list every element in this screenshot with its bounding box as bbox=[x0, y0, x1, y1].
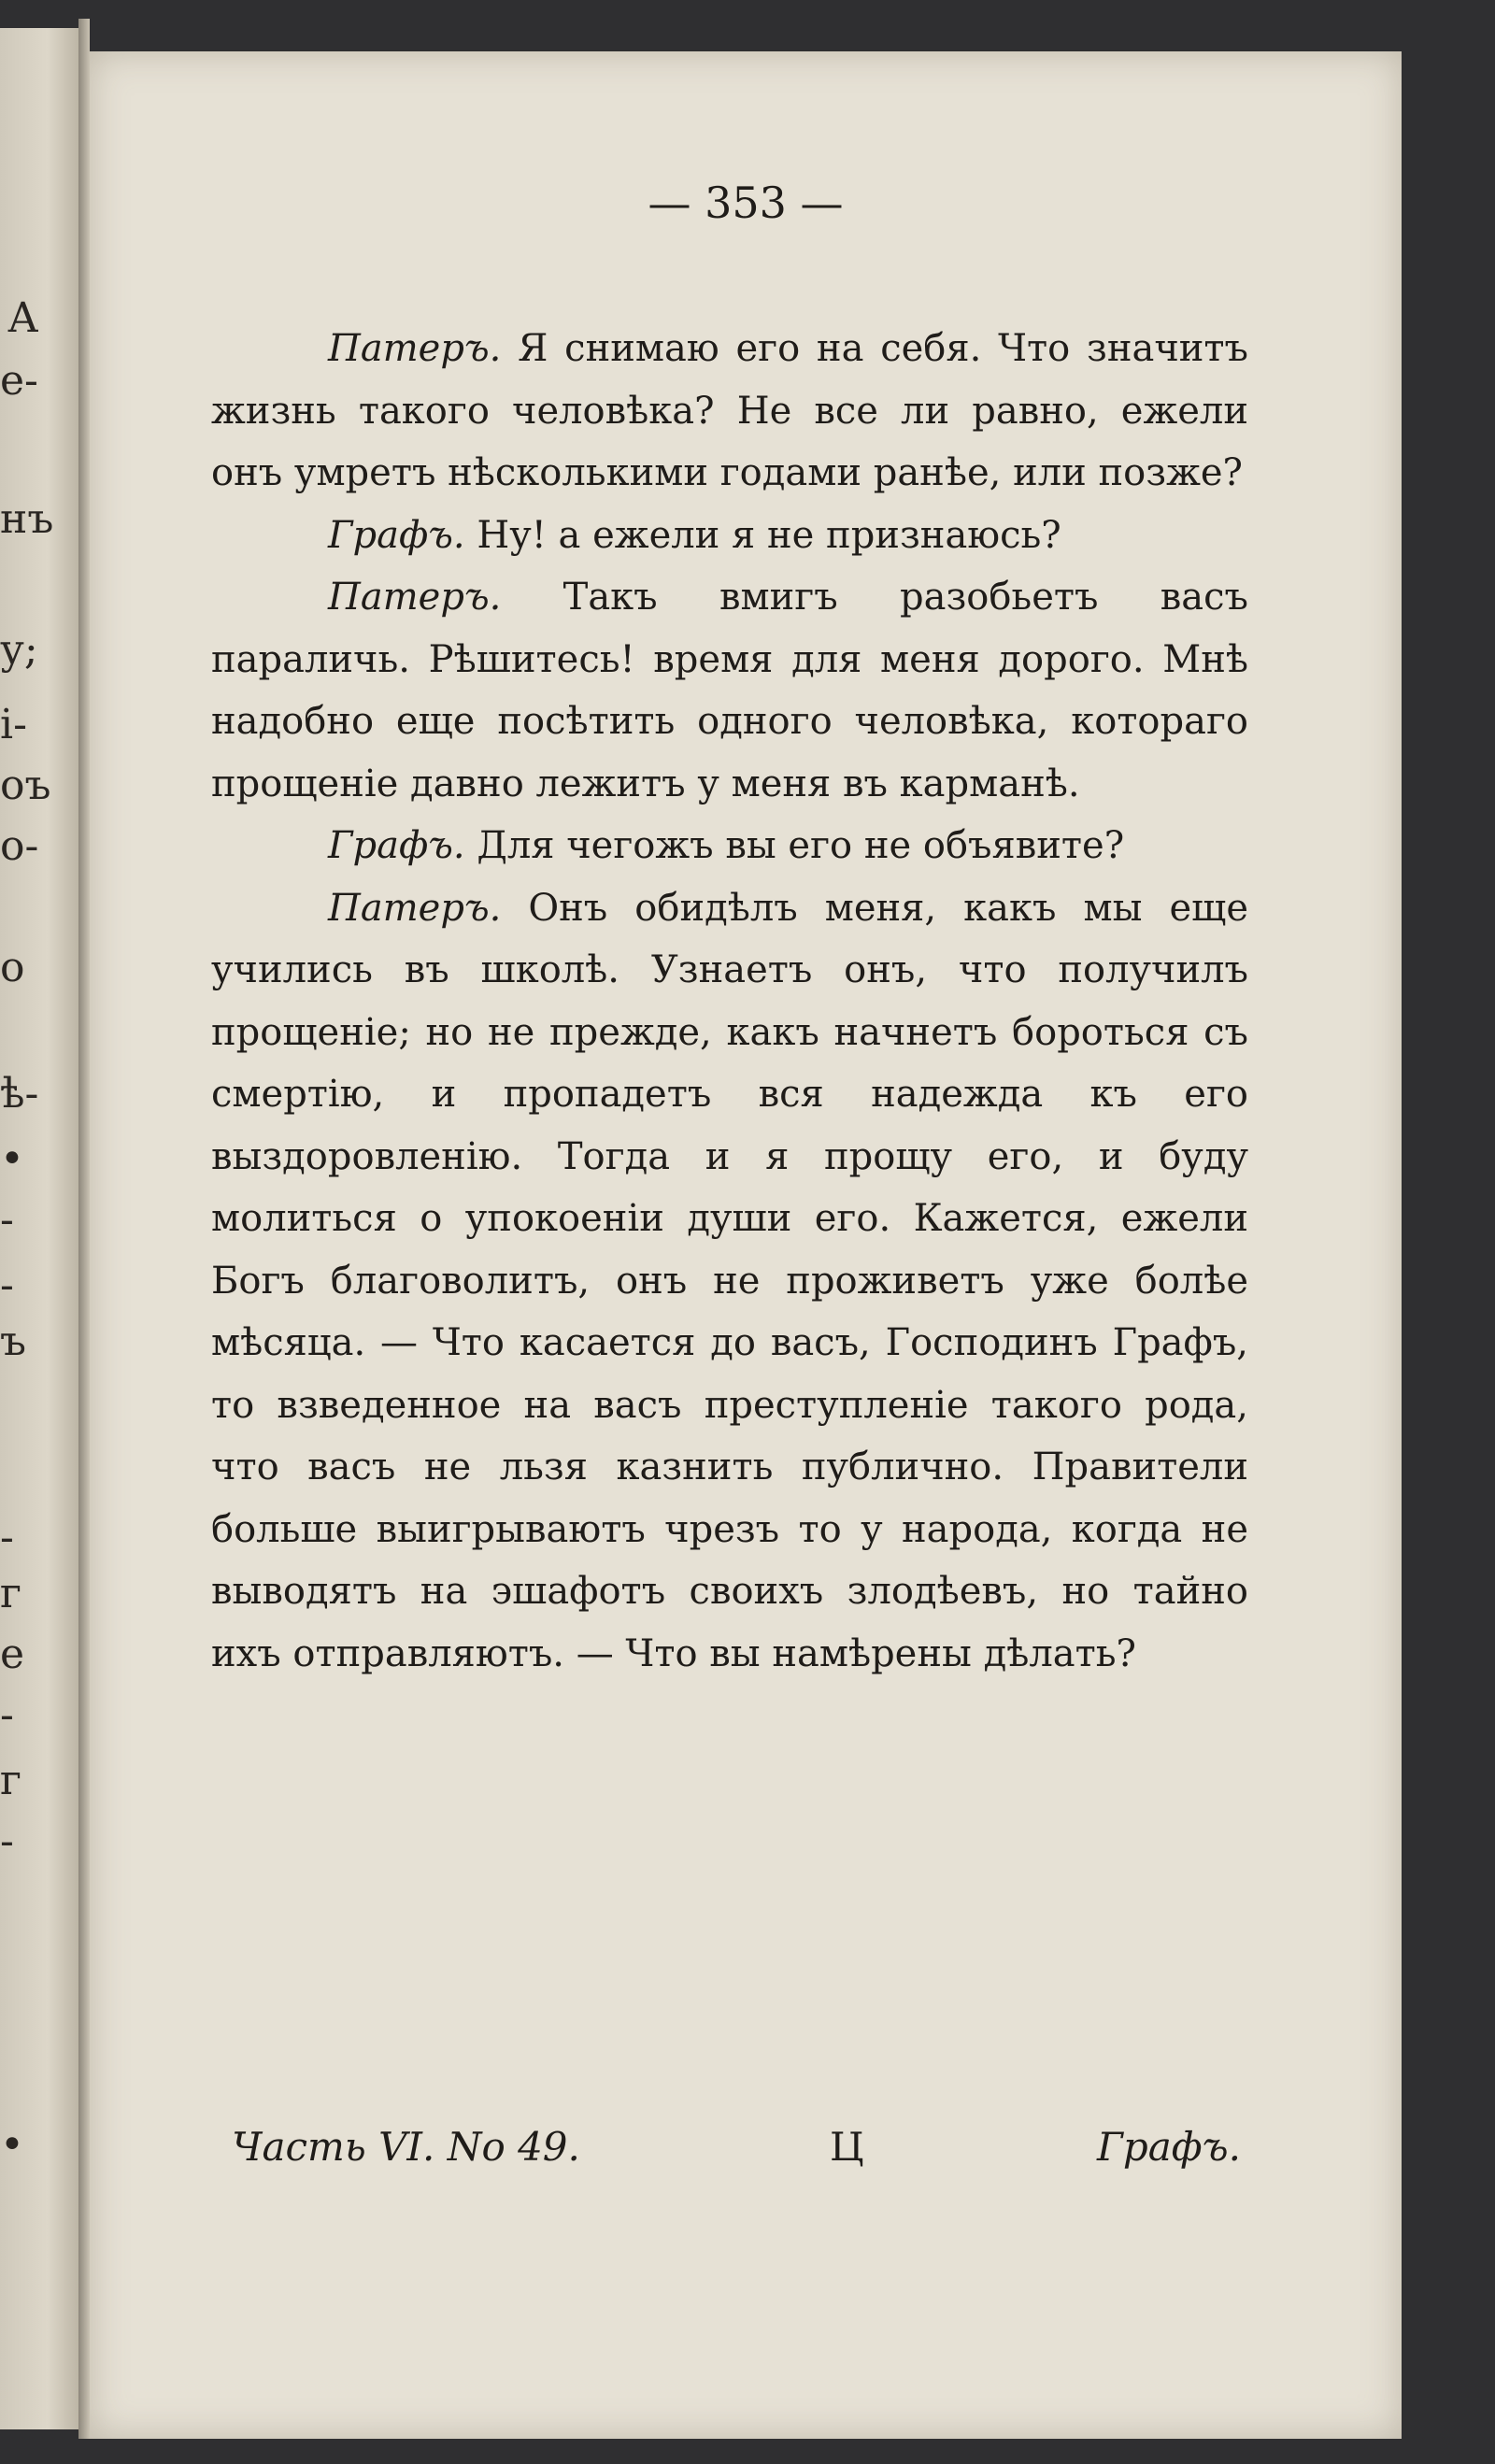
paragraph-text: Онъ обидѣлъ меня, какъ мы еще учились въ школѣ. Узнаетъ онъ, что получилъ прощенiе; но не прежде, какъ начнетъ бороться съ смертiю, и пропадетъ вся надежда къ его выздоровленiю. Тогда и я прощу его, и буду молиться о упокоенiи души его. Кажется, ежели Богъ благоволитъ, онъ не проживетъ уже болѣе мѣсяца. — Что касается до васъ, Господинъ Графъ, то взведенное на васъ преступленiе такого рода, что васъ не льзя казнить публично. Правители больше выигрываютъ чрезъ то у народа, когда не выводятъ на эшафотъ своихъ злодѣевъ, но тайно ихъ отправляютъ. — Что вы намѣрены дѣлать? bbox=[211, 886, 1248, 1675]
signature-line: Часть VI. No 49. bbox=[232, 2124, 580, 2170]
facing-page-fragment: і- bbox=[0, 701, 27, 748]
facing-page-edge bbox=[0, 28, 78, 2429]
page-footer bbox=[232, 2124, 1241, 2180]
facing-page-fragment: • bbox=[0, 1135, 24, 1183]
speaker-name: Патеръ. bbox=[328, 327, 502, 370]
catchword: Графъ. bbox=[1097, 2124, 1241, 2170]
facing-page-fragment: ъ bbox=[0, 1317, 26, 1365]
facing-page-fragment: у; bbox=[0, 626, 38, 674]
book-page bbox=[90, 51, 1402, 2439]
paragraph-text: Для чегожъ вы его не объявите? bbox=[477, 824, 1125, 867]
facing-page-fragment: - bbox=[0, 1514, 14, 1561]
facing-page-fragment: - bbox=[0, 1196, 14, 1244]
body-text bbox=[211, 318, 1248, 1685]
facing-page-fragment: е bbox=[0, 1631, 25, 1678]
speaker-name: Патеръ. bbox=[328, 576, 502, 619]
facing-page-fragment: нъ bbox=[0, 495, 54, 543]
paragraph bbox=[211, 566, 1248, 815]
facing-page-fragment: о- bbox=[0, 822, 39, 870]
facing-page-fragment: • bbox=[0, 2121, 24, 2169]
speaker-name: Графъ. bbox=[328, 824, 465, 867]
book-gutter bbox=[78, 19, 90, 2439]
speaker-name: Графъ. bbox=[328, 513, 465, 557]
paragraph bbox=[211, 877, 1248, 1686]
facing-page-fragment: оъ bbox=[0, 762, 51, 809]
facing-page-fragment: ѣ- bbox=[0, 1070, 39, 1118]
facing-page-fragment: г bbox=[0, 1757, 22, 1804]
facing-page-fragment: - bbox=[0, 1691, 14, 1739]
paragraph bbox=[211, 505, 1248, 567]
paragraph-text: Ну! а ежели я не признаюсь? bbox=[477, 513, 1061, 557]
paragraph-text: Такъ вмигъ разобьетъ васъ параличь. Рѣшитесь! время для меня дорого. Мнѣ надобно еще посѣтить одного человѣка, котораго прощенiе давно лежитъ у меня въ карманѣ. bbox=[211, 576, 1249, 805]
signature-mark: Ц bbox=[830, 2124, 864, 2170]
facing-page-fragment: А bbox=[7, 294, 39, 342]
paragraph bbox=[211, 815, 1248, 877]
facing-page-fragment: г bbox=[0, 1570, 22, 1617]
facing-page-fragment: е- bbox=[0, 357, 38, 405]
facing-page-fragment: - bbox=[0, 1817, 14, 1865]
facing-page-fragment: - bbox=[0, 1261, 14, 1309]
speaker-name: Патеръ. bbox=[328, 886, 502, 930]
page-number: — 353 — bbox=[648, 178, 844, 228]
facing-page-fragment: о bbox=[0, 944, 25, 991]
paragraph-text: Я снимаю его на себя. Что значитъ жизнь такого человѣка? Не все ли равно, ежели онъ умретъ нѣсколькими годами ранѣе, или позже? bbox=[211, 327, 1249, 494]
paragraph bbox=[211, 318, 1248, 505]
